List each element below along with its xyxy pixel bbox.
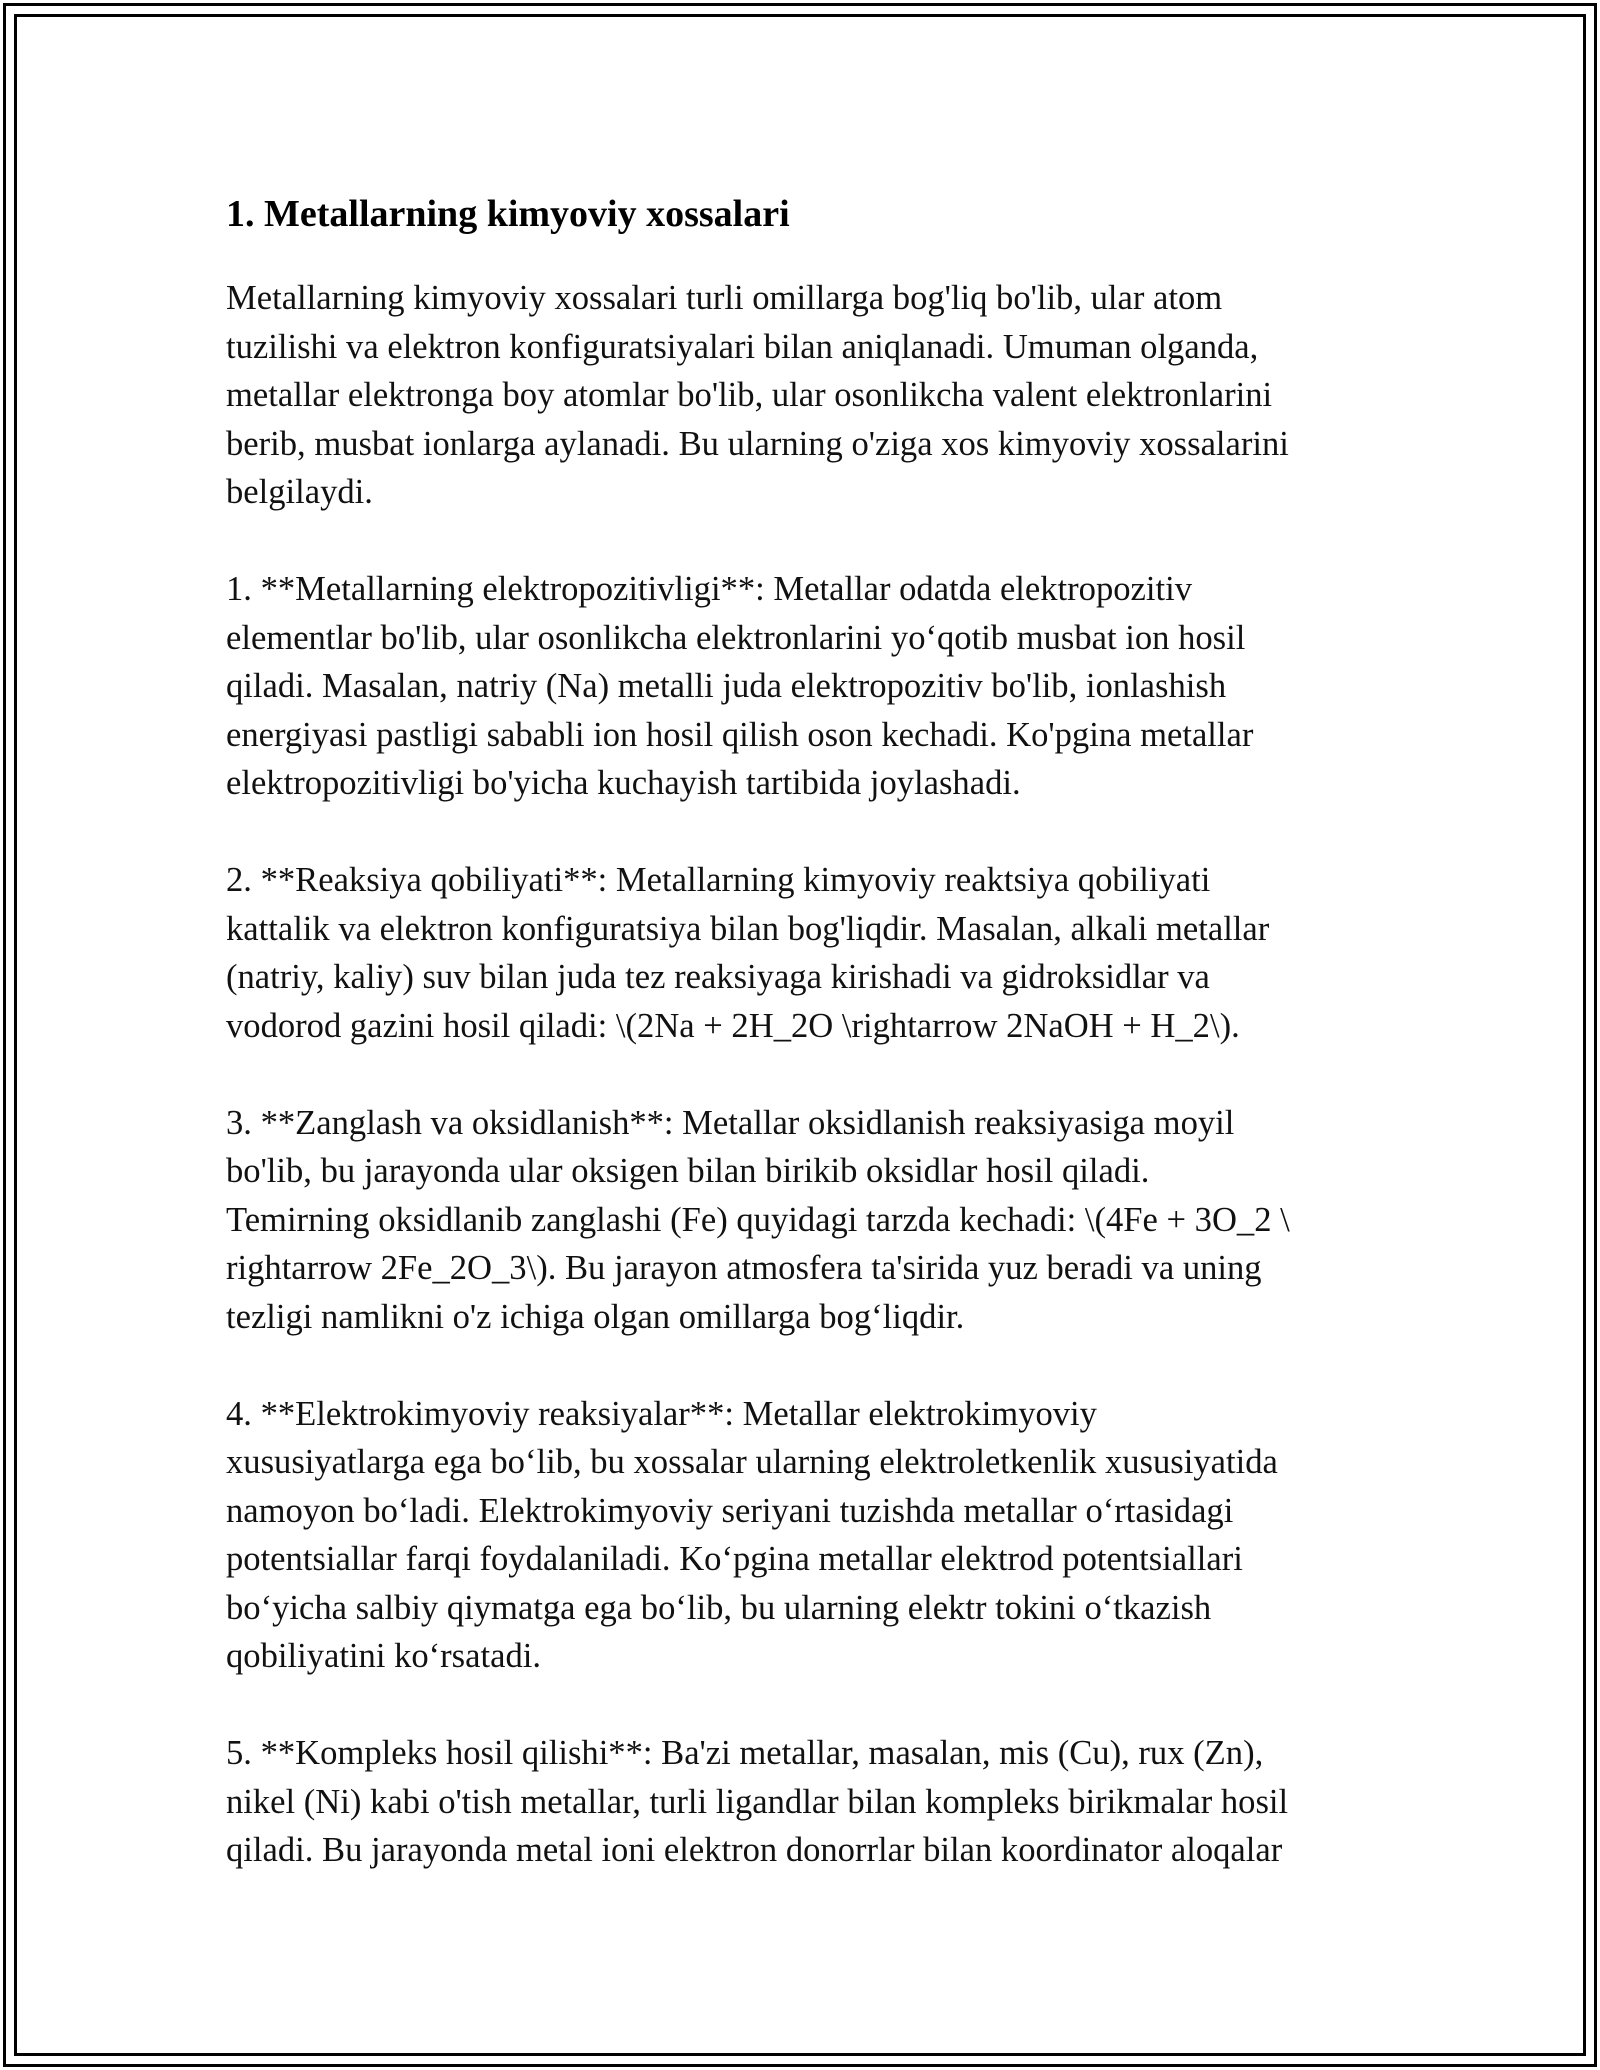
item-complex-formation: 5. **Kompleks hosil qilishi**: Ba'zi metallar, masalan, mis (Cu), rux (Zn), nikel (Ni) kabi o'tish metallar, turli ligandlar bilan kompleks birikmalar hosil qiladi. Bu jarayonda metal ioni elektron donorrlar bilan koordinator aloqalar [226, 1734, 1289, 1869]
section-title: 1. Metallarning kimyoviy xossalari [226, 193, 790, 235]
item-corrosion-oxidation: 3. **Zanglash va oksidlanish**: Metallar oksidlanish reaksiyasiga moyil bo'lib, bu jarayonda ular oksigen bilan birikib oksidlar hosil qiladi. Temirning oksidlanib zanglashi (Fe) quyidagi tarzda kechadi: \(4Fe + 3O_2 \ rightarrow 2Fe_2O_3\). Bu jarayon atmosfera ta'sirida yuz beradi va uning tezligi namlikni o'z ichiga olgan omillarga bog‘liqdir. [226, 1103, 1290, 1336]
item-electrochemical-reactions: 4. **Elektrokimyoviy reaksiyalar**: Metallar elektrokimyoviy xususiyatlarga ega bo‘lib, bu xossalar ularning elektroletkenlik xususiyatida namoyon bo‘ladi. Elektrokimyoviy seriyani tuzishda metallar o‘rtasidagi potentsiallar farqi foydalaniladi. Ko‘pgina metallar elektrod potentsiallari bo‘yicha salbiy qiymatga ega bo‘lib, bu ularning elektr tokini o‘tkazish qobiliyatini ko‘rsatadi. [226, 1394, 1278, 1675]
document-body [226, 186, 1376, 1875]
item-reactivity: 2. **Reaksiya qobiliyati**: Metallarning kimyoviy reaktsiya qobiliyati kattalik va elektron konfiguratsiya bilan bog'liqdir. Masalan, alkali metallar (natriy, kaliy) suv bilan juda tez reaksiyaga kirishadi va gidroksidlar va vodorod gazini hosil qiladi: \(2Na + 2H_2O \rightarrow 2NaOH + H_2\). [226, 861, 1270, 1045]
intro-paragraph: Metallarning kimyoviy xossalari turli omillarga bog'liq bo'lib, ular atom tuzilishi va elektron konfiguratsiyalari bilan aniqlanadi. Umuman olganda, metallar elektronga boy atomlar bo'lib, ular osonlikcha valent elektronlarini berib, musbat ionlarga aylanadi. Bu ularning o'ziga xos kimyoviy xossalarini belgilaydi. [226, 279, 1289, 511]
item-electropositivity: 1. **Metallarning elektropozitivligi**: Metallar odatda elektropozitiv elementlar bo'lib, ular osonlikcha elektronlarini yo‘qotib musbat ion hosil qiladi. Masalan, natriy (Na) metalli juda elektropozitiv bo'lib, ionlashish energiyasi pastligi sababli ion hosil qilish oson kechadi. Ko'pgina metallar elektropozitivligi bo'yicha kuchayish tartibida joylashadi. [226, 570, 1254, 802]
